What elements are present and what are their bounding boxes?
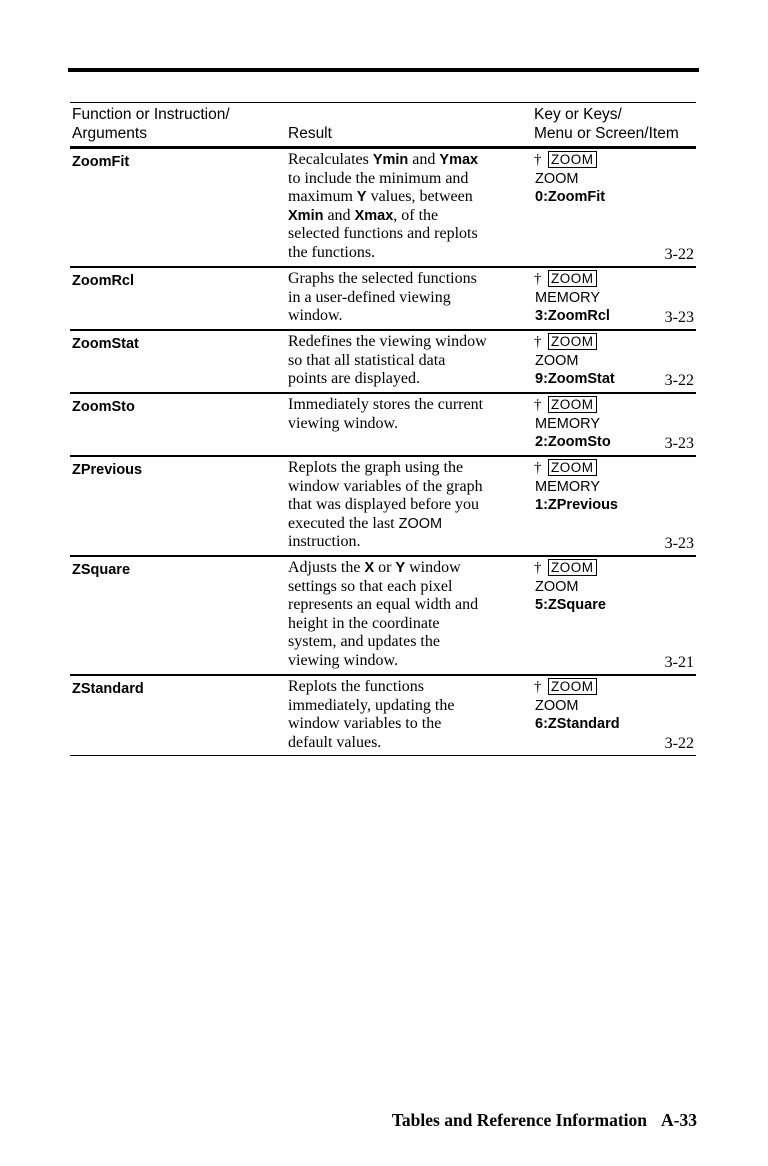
result-text: Y	[356, 189, 367, 206]
key-sequence	[534, 459, 618, 515]
result-text: points are displayed.	[288, 370, 420, 388]
function-name: ZPrevious	[72, 462, 143, 478]
result-line	[288, 515, 528, 534]
result-line	[288, 307, 528, 326]
result-line	[288, 596, 528, 615]
result-text: window.	[288, 307, 343, 325]
result-description	[288, 151, 528, 263]
result-line	[288, 615, 528, 634]
header-result-column: Result	[288, 125, 332, 142]
page-reference: 3-22	[664, 735, 694, 752]
result-line	[288, 170, 528, 189]
result-text: Ymin	[372, 152, 409, 168]
menu-name: ZOOM	[535, 352, 579, 369]
result-text: represents an equal width and	[288, 596, 479, 614]
function-name: ZoomSto	[72, 399, 135, 415]
top-rule	[68, 68, 699, 72]
table-row	[70, 268, 696, 331]
menu-item: 5:ZSquare	[535, 597, 606, 614]
page-reference: 3-23	[664, 435, 694, 452]
menu-item: 2:ZoomSto	[535, 434, 611, 451]
header-function-column	[72, 105, 230, 143]
menu-name: ZOOM	[535, 578, 579, 595]
function-name: ZSquare	[72, 562, 131, 578]
dagger-icon: †	[534, 271, 542, 287]
result-text: and	[408, 151, 440, 168]
dagger-icon: †	[534, 560, 542, 576]
menu-item: 3:ZoomRcl	[535, 308, 610, 325]
result-line	[288, 207, 528, 226]
result-text: maximum	[288, 188, 357, 206]
result-line	[288, 225, 528, 244]
result-text: selected functions and replots	[288, 225, 478, 243]
result-line	[288, 188, 528, 207]
result-line	[288, 370, 528, 389]
menu-name: ZOOM	[535, 697, 579, 714]
menu-item: 1:ZPrevious	[535, 497, 618, 514]
result-text: Graphs the selected functions	[288, 270, 477, 287]
header-keys-line2: Menu or Screen/Item	[534, 125, 679, 142]
result-text: viewing window.	[288, 651, 399, 669]
result-text: Y	[395, 560, 406, 576]
result-line	[288, 633, 528, 652]
footer-page-number: A-33	[661, 1110, 697, 1130]
result-line	[288, 578, 528, 597]
result-text: ZOOM	[398, 515, 443, 532]
result-line	[288, 270, 528, 289]
result-text: so that all statistical data	[288, 351, 446, 369]
menu-item: 6:ZStandard	[535, 716, 620, 733]
result-text: Immediately stores the current	[288, 396, 484, 413]
result-text: Recalculates	[288, 151, 373, 168]
result-description	[288, 333, 528, 389]
result-description	[288, 678, 528, 752]
result-text: window variables to the	[288, 715, 442, 733]
result-text: and	[323, 206, 355, 224]
result-line	[288, 478, 528, 497]
page-reference: 3-21	[664, 654, 694, 671]
result-text: executed the last	[288, 514, 399, 532]
result-text: X	[364, 560, 375, 576]
menu-name: MEMORY	[535, 289, 600, 306]
result-text: Replots the graph using the	[288, 459, 464, 476]
table-row	[70, 394, 696, 457]
menu-item: 9:ZoomStat	[535, 371, 615, 388]
result-text: Adjusts the	[288, 559, 365, 576]
table-row	[70, 457, 696, 557]
page-reference: 3-22	[664, 372, 694, 389]
zoom-key: ZOOM	[548, 333, 597, 350]
result-line	[288, 244, 528, 263]
result-line	[288, 533, 528, 552]
result-text: instruction.	[288, 533, 361, 551]
dagger-icon: †	[534, 679, 542, 695]
result-line	[288, 715, 528, 734]
result-line	[288, 289, 528, 308]
key-sequence	[534, 270, 610, 326]
key-sequence	[534, 333, 615, 389]
zoom-key: ZOOM	[548, 559, 597, 576]
result-text: or	[374, 559, 396, 576]
page-reference: 3-23	[664, 535, 694, 552]
key-sequence	[534, 151, 605, 207]
dagger-icon: †	[534, 152, 542, 168]
result-description	[288, 396, 528, 433]
result-description	[288, 459, 528, 552]
result-text: default values.	[288, 733, 382, 751]
result-text: , of the	[393, 206, 439, 224]
table-body	[70, 149, 696, 756]
result-text: Redefines the viewing window	[288, 333, 487, 350]
table-row	[70, 676, 696, 756]
result-line	[288, 396, 528, 415]
result-text: window variables of the graph	[288, 477, 483, 495]
zoom-key: ZOOM	[548, 270, 597, 287]
table-row	[70, 331, 696, 394]
result-line	[288, 352, 528, 371]
page-footer	[392, 1110, 697, 1131]
footer-title: Tables and Reference Information	[391, 1110, 648, 1130]
result-description	[288, 559, 528, 671]
table-row	[70, 557, 696, 676]
result-text: that was displayed before you	[288, 496, 480, 514]
result-text: system, and updates the	[288, 633, 440, 651]
page-reference: 3-22	[664, 246, 694, 263]
result-text: Xmin	[288, 207, 324, 224]
result-text: window	[405, 559, 461, 576]
function-name: ZStandard	[72, 681, 144, 697]
result-text: in a user-defined viewing	[288, 288, 451, 306]
dagger-icon: †	[534, 460, 542, 476]
zoom-key: ZOOM	[548, 151, 597, 168]
zoom-key: ZOOM	[548, 459, 597, 476]
page-reference: 3-23	[664, 309, 694, 326]
result-text: Replots the functions	[288, 678, 424, 695]
result-line	[288, 678, 528, 697]
reference-table	[70, 102, 696, 756]
header-keys-column	[534, 105, 679, 143]
result-text: to include the minimum and	[288, 169, 469, 187]
result-text: the functions.	[288, 243, 376, 261]
dagger-icon: †	[534, 334, 542, 350]
result-line	[288, 652, 528, 671]
result-text: Xmax	[354, 207, 394, 224]
menu-name: MEMORY	[535, 415, 600, 432]
result-text: height in the coordinate	[288, 614, 440, 632]
result-line	[288, 496, 528, 515]
menu-name: ZOOM	[535, 170, 579, 187]
table-row	[70, 149, 696, 268]
result-description	[288, 270, 528, 326]
dagger-icon: †	[534, 397, 542, 413]
header-function-line1: Function or Instruction/	[72, 106, 230, 123]
result-line	[288, 697, 528, 716]
result-text: Ymax	[439, 152, 479, 168]
key-sequence	[534, 559, 606, 615]
header-keys-line1: Key or Keys/	[534, 106, 622, 123]
function-name: ZoomRcl	[72, 273, 135, 289]
function-name: ZoomStat	[72, 336, 139, 352]
result-line	[288, 559, 528, 578]
result-text: values, between	[366, 188, 473, 206]
header-function-line2: Arguments	[72, 125, 147, 142]
result-line	[288, 151, 528, 170]
result-line	[288, 333, 528, 352]
function-name: ZoomFit	[72, 154, 130, 170]
menu-item: 0:ZoomFit	[535, 189, 606, 206]
key-sequence	[534, 678, 620, 734]
menu-name: MEMORY	[535, 478, 600, 495]
result-line	[288, 734, 528, 753]
result-line	[288, 415, 528, 434]
key-sequence	[534, 396, 611, 452]
table-header	[70, 102, 696, 149]
result-text: settings so that each pixel	[288, 577, 453, 595]
zoom-key: ZOOM	[548, 396, 597, 413]
zoom-key: ZOOM	[548, 678, 597, 695]
result-text: viewing window.	[288, 414, 399, 432]
result-line	[288, 459, 528, 478]
result-text: immediately, updating the	[288, 696, 455, 714]
